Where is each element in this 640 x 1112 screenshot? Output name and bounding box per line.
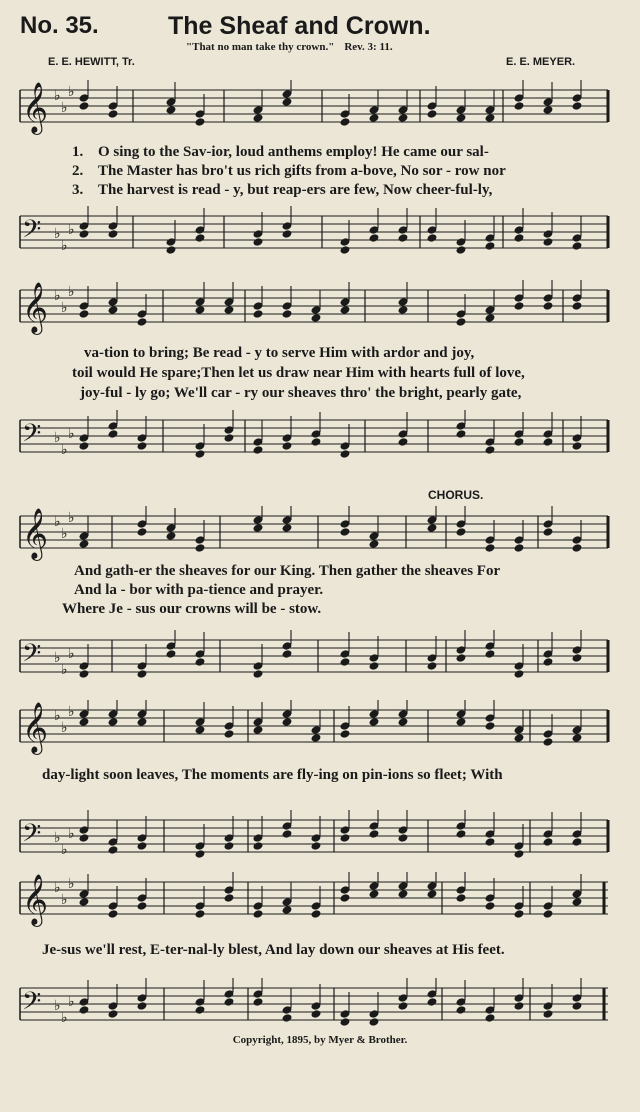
note-head: [79, 101, 90, 111]
note-head: [456, 317, 467, 327]
note-head: [108, 1009, 119, 1019]
note-head: [195, 117, 206, 127]
note-head: [340, 833, 351, 843]
flat-icon: ♭: [54, 514, 61, 530]
note-head: [543, 837, 554, 847]
note-head: [514, 1001, 525, 1011]
note-head: [311, 841, 322, 851]
note-head: [456, 245, 467, 255]
hymn-number: No. 35.: [20, 12, 99, 39]
treble-staff-4: [0, 700, 640, 760]
note-head: [514, 437, 525, 447]
note-head: [253, 725, 264, 735]
note-head: [311, 313, 322, 323]
note-head: [543, 301, 554, 311]
flat-icon: ♭: [54, 226, 61, 242]
note-head: [79, 897, 90, 907]
bass-clef-icon: 𝄢: [22, 819, 42, 854]
note-head: [166, 105, 177, 115]
note-head: [485, 649, 496, 659]
note-head: [282, 905, 293, 915]
note-head: [108, 909, 119, 919]
note-head: [108, 109, 119, 119]
bass-clef-icon: 𝄢: [22, 419, 42, 454]
note-head: [398, 233, 409, 243]
note-head: [195, 725, 206, 735]
note-head: [253, 909, 264, 919]
note-head: [79, 229, 90, 239]
note-head: [253, 997, 264, 1007]
treble-clef-icon: 𝄞: [22, 282, 49, 333]
note-head: [195, 233, 206, 243]
flat-icon: ♭: [68, 876, 75, 892]
note-head: [572, 301, 583, 311]
note-head: [572, 733, 583, 743]
flat-icon: ♭: [54, 998, 61, 1014]
note-head: [427, 109, 438, 119]
note-head: [485, 837, 496, 847]
flat-icon: ♭: [61, 1010, 68, 1026]
note-head: [572, 543, 583, 553]
note-head: [398, 717, 409, 727]
note-head: [456, 113, 467, 123]
note-head: [398, 1001, 409, 1011]
note-head: [369, 829, 380, 839]
composer-credit: E. E. MEYER.: [506, 56, 576, 68]
note-head: [485, 901, 496, 911]
note-head: [166, 531, 177, 541]
note-head: [79, 833, 90, 843]
copyright-notice: Copyright, 1895, by Myer & Brother.: [232, 1034, 408, 1046]
note-head: [572, 837, 583, 847]
bass-clef-icon: 𝄢: [22, 639, 42, 674]
note-head: [543, 1009, 554, 1019]
bass-clef-icon: 𝄢: [22, 215, 42, 250]
note-head: [398, 113, 409, 123]
bass-staff-2: [0, 410, 640, 470]
bass-staff-3: [0, 630, 640, 690]
note-head: [253, 445, 264, 455]
flat-icon: ♭: [61, 300, 68, 316]
note-head: [224, 433, 235, 443]
note-head: [108, 229, 119, 239]
note-head: [79, 1005, 90, 1015]
epigraph-quote: "That no man take thy crown.": [186, 41, 335, 53]
lyric-line-1-3: 3. The harvest is read - y, but reap-ers are few, Now cheer-ful-ly,: [72, 182, 493, 198]
note-head: [514, 543, 525, 553]
note-head: [253, 841, 264, 851]
note-head: [514, 849, 525, 859]
note-head: [195, 305, 206, 315]
note-head: [282, 229, 293, 239]
note-head: [572, 653, 583, 663]
note-head: [340, 527, 351, 537]
note-head: [456, 717, 467, 727]
note-head: [427, 997, 438, 1007]
note-head: [282, 717, 293, 727]
note-head: [224, 305, 235, 315]
note-head: [282, 441, 293, 451]
note-head: [340, 657, 351, 667]
note-head: [514, 909, 525, 919]
lyric-line-2-2: toil would He spare;Then let us draw near Him with hearts full of love,: [72, 365, 525, 381]
note-head: [427, 889, 438, 899]
flat-icon: ♭: [68, 222, 75, 238]
treble-staff-5: [0, 872, 640, 932]
note-head: [369, 661, 380, 671]
chorus-label: CHORUS.: [428, 488, 484, 502]
note-head: [340, 245, 351, 255]
note-head: [456, 1005, 467, 1015]
note-head: [282, 523, 293, 533]
flat-icon: ♭: [68, 84, 75, 100]
note-head: [137, 669, 148, 679]
note-head: [456, 829, 467, 839]
note-head: [543, 237, 554, 247]
note-head: [369, 1017, 380, 1027]
note-head: [137, 527, 148, 537]
bass-staff-4: [0, 810, 640, 870]
note-head: [195, 449, 206, 459]
note-head: [398, 437, 409, 447]
lyric-line-3-1: And gath-er the sheaves for our King. Then gather the sheaves For: [74, 563, 501, 579]
note-head: [427, 233, 438, 243]
treble-clef-icon: 𝄞: [22, 82, 49, 133]
note-head: [311, 909, 322, 919]
note-head: [572, 101, 583, 111]
note-head: [253, 669, 264, 679]
note-head: [369, 539, 380, 549]
note-head: [282, 649, 293, 659]
note-head: [398, 305, 409, 315]
note-head: [224, 841, 235, 851]
note-head: [514, 101, 525, 111]
note-head: [514, 233, 525, 243]
note-head: [253, 523, 264, 533]
note-head: [224, 729, 235, 739]
flat-icon: ♭: [54, 88, 61, 104]
note-head: [311, 733, 322, 743]
flat-icon: ♭: [61, 526, 68, 542]
note-head: [166, 649, 177, 659]
note-head: [369, 113, 380, 123]
note-head: [282, 97, 293, 107]
note-head: [108, 429, 119, 439]
note-head: [485, 241, 496, 251]
treble-clef-icon: 𝄞: [22, 508, 49, 559]
note-head: [398, 833, 409, 843]
note-head: [340, 305, 351, 315]
note-head: [514, 669, 525, 679]
note-head: [369, 233, 380, 243]
flat-icon: ♭: [68, 426, 75, 442]
lyric-line-4-1: day-light soon leaves, The moments are fly-ing on pin-ions so fleet; With: [42, 767, 503, 783]
hymn-title: The Sheaf and Crown.: [168, 12, 431, 40]
flat-icon: ♭: [54, 430, 61, 446]
note-head: [282, 309, 293, 319]
note-head: [572, 241, 583, 251]
note-head: [166, 245, 177, 255]
lyric-line-5-1: Je-sus we'll rest, E-ter-nal-ly blest, And lay down our sheaves at His feet.: [42, 942, 505, 958]
note-head: [137, 1001, 148, 1011]
flat-icon: ♭: [61, 442, 68, 458]
epigraph: [186, 41, 393, 53]
treble-clef-icon: 𝄞: [22, 702, 49, 753]
note-head: [79, 441, 90, 451]
note-head: [195, 543, 206, 553]
flat-icon: ♭: [54, 650, 61, 666]
note-head: [485, 1013, 496, 1023]
note-head: [369, 717, 380, 727]
bass-clef-icon: 𝄢: [22, 987, 42, 1022]
note-head: [427, 661, 438, 671]
author-credit: E. E. HEWITT, Tr.: [48, 56, 135, 68]
note-head: [514, 733, 525, 743]
note-head: [79, 539, 90, 549]
lyric-line-3-3: Where Je - sus our crowns will be - stow.: [62, 601, 322, 617]
bass-staff-1: [0, 206, 640, 266]
flat-icon: ♭: [68, 284, 75, 300]
note-head: [543, 437, 554, 447]
note-head: [398, 889, 409, 899]
flat-icon: ♭: [68, 994, 75, 1010]
flat-icon: ♭: [61, 662, 68, 678]
flat-icon: ♭: [54, 880, 61, 896]
note-head: [572, 897, 583, 907]
flat-icon: ♭: [61, 842, 68, 858]
flat-icon: ♭: [68, 510, 75, 526]
treble-staff-1: [0, 80, 640, 140]
note-head: [456, 893, 467, 903]
note-head: [514, 301, 525, 311]
note-head: [427, 523, 438, 533]
note-head: [137, 317, 148, 327]
treble-staff-2: [0, 280, 640, 340]
note-head: [108, 305, 119, 315]
note-head: [485, 445, 496, 455]
note-head: [340, 729, 351, 739]
lyric-line-1-2: 2. The Master has bro't us rich gifts from a-bove, No sor - row nor: [72, 163, 506, 179]
note-head: [224, 893, 235, 903]
note-head: [311, 1009, 322, 1019]
note-head: [108, 717, 119, 727]
flat-icon: ♭: [68, 704, 75, 720]
note-head: [282, 1013, 293, 1023]
note-head: [195, 849, 206, 859]
flat-icon: ♭: [54, 708, 61, 724]
note-head: [456, 653, 467, 663]
flat-icon: ♭: [54, 288, 61, 304]
note-head: [572, 1001, 583, 1011]
bass-staff-5: [0, 978, 640, 1038]
note-head: [340, 893, 351, 903]
lyric-line-2-3: joy-ful - ly go; We'll car - ry our sheaves thro' the bright, pearly gate,: [80, 385, 522, 401]
note-head: [543, 527, 554, 537]
flat-icon: ♭: [68, 646, 75, 662]
note-head: [543, 909, 554, 919]
note-head: [485, 313, 496, 323]
note-head: [195, 657, 206, 667]
note-head: [340, 117, 351, 127]
note-head: [79, 717, 90, 727]
note-head: [137, 901, 148, 911]
flat-icon: ♭: [54, 830, 61, 846]
epigraph-reference: Rev. 3: 11.: [344, 41, 393, 53]
note-head: [456, 527, 467, 537]
note-head: [195, 1005, 206, 1015]
note-head: [543, 105, 554, 115]
note-head: [282, 829, 293, 839]
note-head: [137, 841, 148, 851]
note-head: [340, 1017, 351, 1027]
note-head: [340, 449, 351, 459]
note-head: [253, 237, 264, 247]
note-head: [79, 309, 90, 319]
note-head: [224, 997, 235, 1007]
note-head: [485, 543, 496, 553]
note-head: [137, 441, 148, 451]
note-head: [369, 889, 380, 899]
lyric-line-2-1: va-tion to bring; Be read - y to serve Him with ardor and joy,: [84, 345, 475, 361]
note-head: [543, 737, 554, 747]
flat-icon: ♭: [61, 892, 68, 908]
note-head: [311, 437, 322, 447]
note-head: [137, 717, 148, 727]
note-head: [253, 113, 264, 123]
note-head: [195, 909, 206, 919]
lyric-line-3-2: And la - bor with pa-tience and prayer.: [74, 582, 324, 598]
lyric-line-1-1: 1. O sing to the Sav-ior, loud anthems employ! He came our sal-: [72, 144, 489, 160]
flat-icon: ♭: [61, 100, 68, 116]
note-head: [456, 429, 467, 439]
note-head: [108, 845, 119, 855]
note-head: [543, 657, 554, 667]
treble-clef-icon: 𝄞: [22, 874, 49, 925]
note-head: [485, 721, 496, 731]
note-head: [79, 669, 90, 679]
note-head: [253, 309, 264, 319]
treble-staff-3: [0, 506, 640, 566]
note-head: [485, 113, 496, 123]
flat-icon: ♭: [68, 826, 75, 842]
flat-icon: ♭: [61, 720, 68, 736]
note-head: [572, 441, 583, 451]
flat-icon: ♭: [61, 238, 68, 254]
